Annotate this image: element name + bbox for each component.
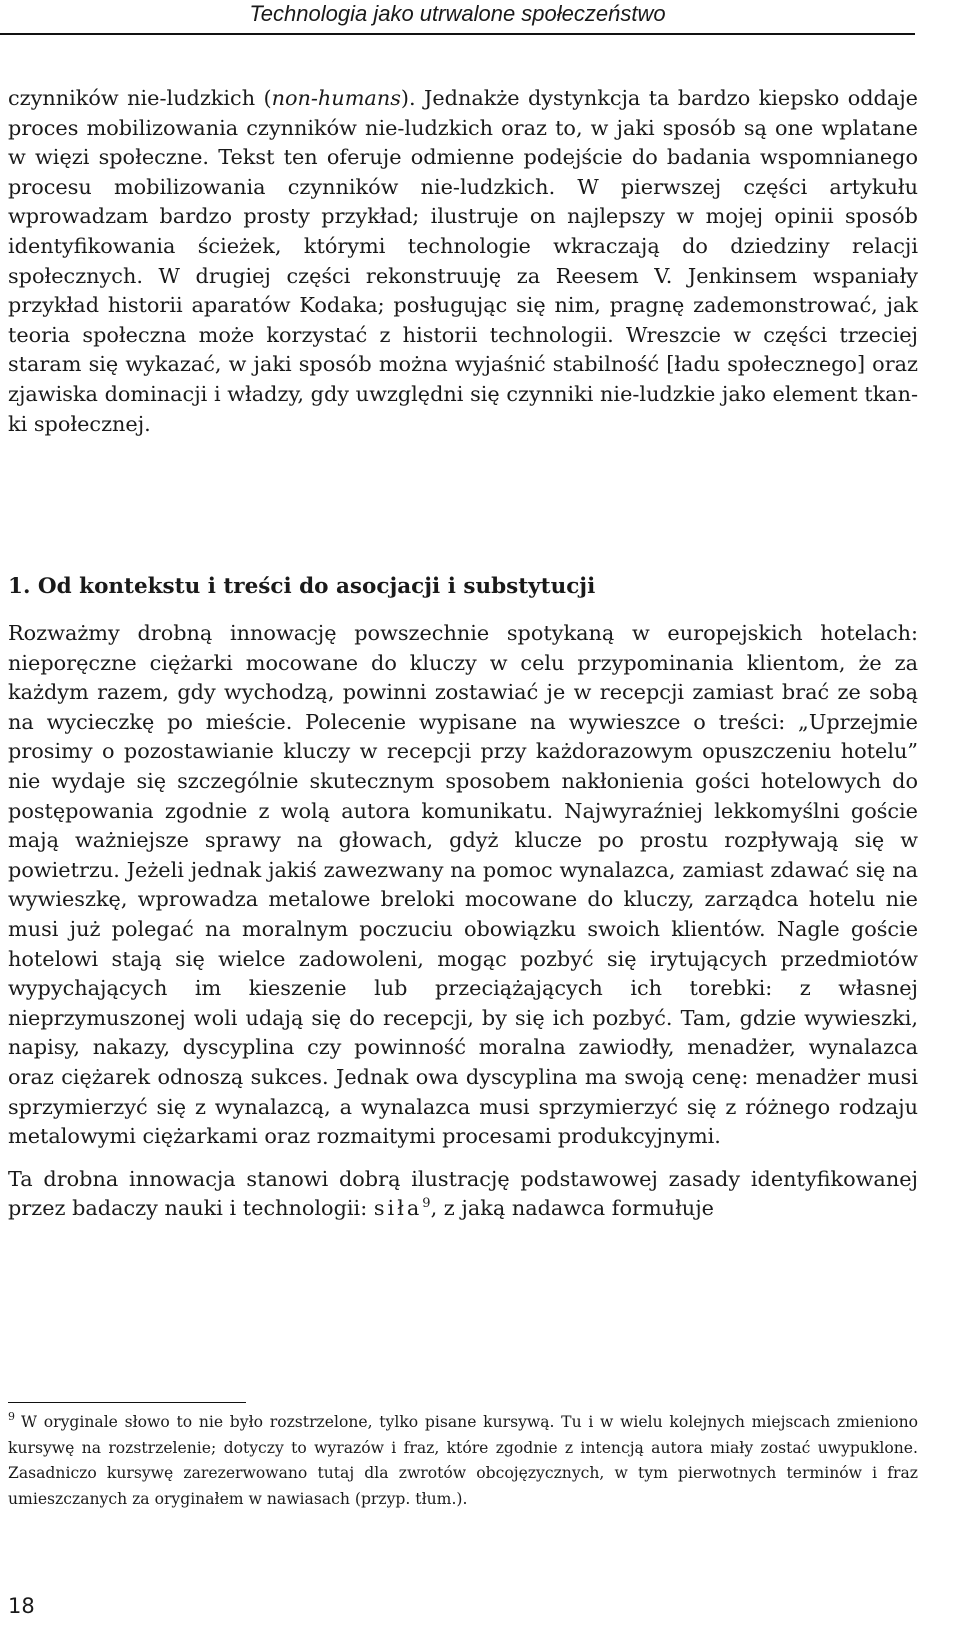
- footnote-divider: [8, 1402, 246, 1403]
- section-paragraph-1: Rozważmy drobną innowację powszechnie spotykaną w europejskich hotelach: nieporęczne ciężarki mocowane do kluczy w celu przypominania klientom, że za każdym razem, gdy wychodzą, powinni zostawiać je w recepcji zamiast brać ze sobą na wycieczkę po mieście. Polecenie wypisane na wywieszce o treści: „Uprzejmie prosimy o pozostawianie kluczy w recepcji przy każdorazowym opuszczeniu hotelu” nie wydaje się szczególnie skutecznym sposobem nakłonienia gości hotelowych do postępowania zgodnie z wolą autora komunikatu. Najwyraźniej lekkomyślni goście mają ważniejsze sprawy na głowach, gdyż klucze po prostu rozpływają się w powietrzu. Jeżeli jednak jakiś zawezwany na pomoc wynalazca, zamiast zdawać się na wywieszkę, wprowadza metalowe breloki mocowane do kluczy, zarządca hotelu nie musi już polegać na moralnym poczuciu obowiązku swoich klientów. Nagle goście hotelowi stają się wielce zadowoleni, mogąc pozbyć się irytujących przedmiotów wypychających im kieszenie lub przeciążających ich torebki: z własnej nieprzymuszonej woli udają się do recepcji, by się ich pozbyć. Tam, gdzie wywieszki, napisy, nakazy, dyscyplina czy powinność moralna zawiodły, menadżer, wynalazca oraz ciężarek odnoszą sukces. Jednak owa dyscyplina ma swoją cenę: menadżer musi sprzymierzyć się z wynalazcą, a wynalazca musi sprzymierzyć się z różnego rodzaju metalowymi ciężarkami oraz rozmaitymi procesami produkcyjnymi.: [8, 621, 918, 1149]
- footnote-reference[interactable]: 9: [422, 1196, 431, 1212]
- section-body: [8, 619, 918, 1224]
- intro-text-a: czynników nie-ludzkich (: [8, 86, 272, 110]
- intro-paragraph-block: [8, 84, 918, 439]
- section-heading: 1. Od kontekstu i treści do asocjacji i substytucji: [8, 574, 596, 599]
- section-p2-text-b: , z jaką nadawca formułuje: [430, 1196, 714, 1221]
- footnote-number: 9: [8, 1410, 15, 1423]
- intro-text-b: ). Jednakże dystynkcja ta bardzo kiepsko oddaje proces mobilizowania czynników nie-ludzkich oraz to, w jaki sposób są one wplatane w więzi społeczne. Tekst ten oferuje odmienne podejście do badania wspomnianego procesu mobilizowania czynników nie-ludzkich. W pierwszej części artykułu wprowadzam bardzo prosty przykład; ilustruje on najlepszy w mojej opinii sposób identyfikowania ścieżek, którymi technologie wkraczają do dziedziny relacji społecznych. W drugiej części rekonstruuję za Reesem V. Jenkinsem wspaniały przykład historii aparatów Kodaka; posługując się nim, pragnę zademonstrować, jak teoria społeczna może korzystać z historii technologii. Wreszcie w części trzeciej staram się wykazać, w jaki sposób można wyjaśnić stabilność [ładu społecznego] oraz zjawiska dominacji i władzy, gdy uwzględni się czynniki nie-ludzkie jako element tkanki społecznej.: [8, 86, 918, 436]
- section-p2-text-a: Ta drobna innowacja stanowi dobrą ilustrację podstawowej zasady identyfikowanej przez badaczy nauki i technologii:: [8, 1166, 918, 1221]
- page-number: 18: [8, 1594, 35, 1618]
- footnote-text: W oryginale słowo to nie było rozstrzelone, tylko pisane kursywą. Tu i w wielu kolejnych miejscach zmieniono kursywę na rozstrzelenie; dotyczy to wyrazów i fraz, które zgodnie z intencją autora miały zostać uwypuklone. Zasadniczo kursywę zarezerwowano tutaj dla zwrotów obcojęzycznych, w tym pierwotnych terminów i fraz umieszczanych za oryginałem w nawiasach (przyp. tłum.).: [8, 1413, 918, 1508]
- intro-italic-term: non-humans: [271, 86, 401, 110]
- spaced-emphasis-term: siła: [373, 1196, 423, 1221]
- running-title: Technologia jako utrwalone społeczeństwo: [249, 1, 666, 26]
- section-paragraph-2: [8, 1165, 918, 1224]
- footnote: [8, 1410, 918, 1512]
- intro-paragraph: [8, 84, 918, 439]
- running-header: [0, 0, 915, 35]
